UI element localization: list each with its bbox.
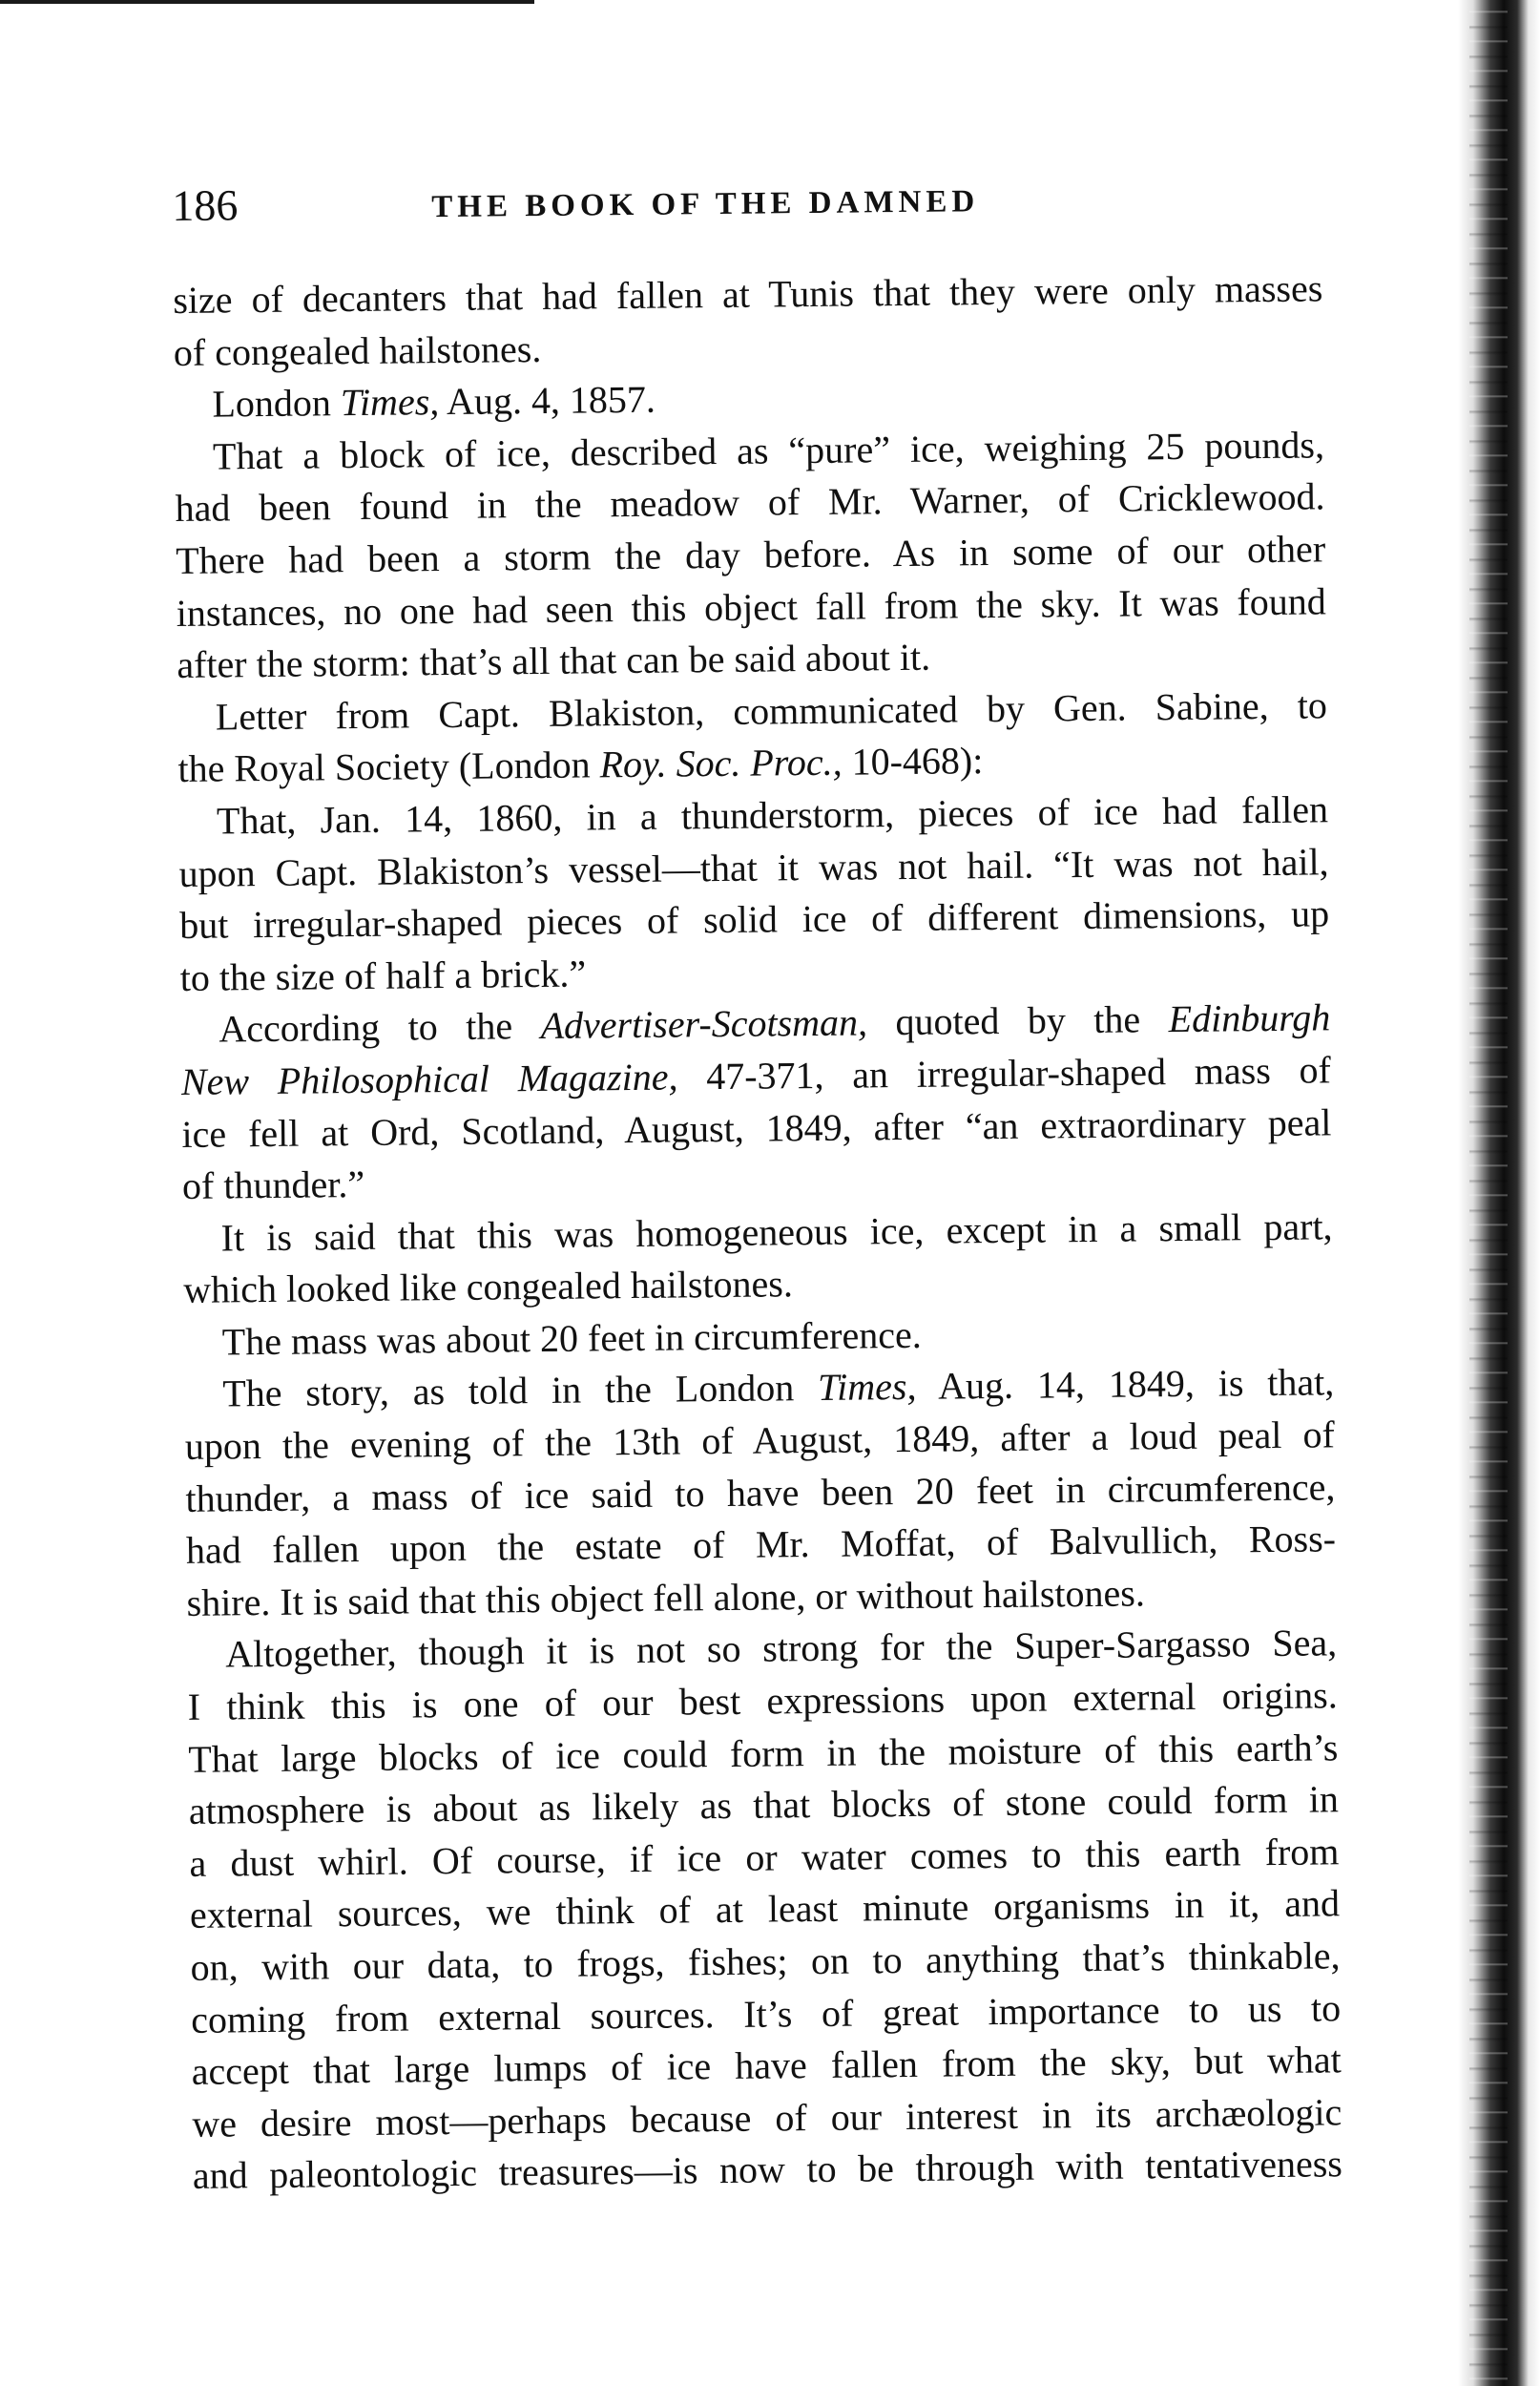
italic-text: Times, bbox=[817, 1365, 917, 1410]
line-text: had fallen upon the estate of Mr. Moffat, of Balvullich, Ross- bbox=[185, 1517, 1337, 1573]
text-block bbox=[173, 262, 1342, 2202]
line-text: London bbox=[212, 381, 342, 426]
line-text: That a block of ice, described as “pure” ice, weighing 25 pounds, bbox=[212, 423, 1325, 478]
book-spine-texture bbox=[1469, 0, 1508, 2386]
line-text: Altogether, though it is not so strong for the Super-Sargasso Sea, bbox=[224, 1621, 1338, 1676]
line-text: had been found in the meadow of Mr. Warner, of Cricklewood. bbox=[175, 474, 1325, 531]
line-text: According to the bbox=[219, 1004, 541, 1051]
line-text: upon Capt. Blakiston’s vessel—that it was not hail. “It was not hail, bbox=[178, 839, 1329, 895]
line-text: Aug. 4, 1857. bbox=[439, 377, 656, 424]
line-text: after the storm: that’s all that can be said about it. bbox=[177, 635, 931, 687]
line-text: instances, no one had seen this object fall from the sky. It was found bbox=[176, 578, 1326, 635]
top-edge-rule bbox=[0, 0, 534, 4]
line-text: but irregular-shaped pieces of solid ice of different dimensions, up bbox=[178, 891, 1330, 948]
page-number: 186 bbox=[172, 180, 239, 230]
line-text: of congealed hailstones. bbox=[173, 326, 542, 374]
italic-text: Advertiser-Scotsman, bbox=[540, 1000, 868, 1048]
line-text: shire. It is said that this object fell alone, or without hailstones. bbox=[186, 1571, 1146, 1624]
line-text: The mass was about 20 feet in circumference. bbox=[221, 1312, 922, 1364]
book-title: THE BOOK OF THE DAMNED bbox=[431, 184, 980, 225]
line-text: which looked like congealed hailstones. bbox=[182, 1262, 794, 1312]
line-text: 10-468): bbox=[842, 739, 984, 785]
line-text: of thunder.” bbox=[181, 1162, 365, 1208]
running-head bbox=[172, 167, 1322, 237]
text-line bbox=[193, 2139, 1343, 2203]
line-text: a dust whirl. Of course, if ice or water comes to this earth from bbox=[189, 1830, 1340, 1885]
italic-text: Times, bbox=[340, 380, 440, 425]
line-text: external sources, we think of at least minute organisms in it, and bbox=[189, 1881, 1341, 1937]
line-text: size of decanters that had fallen at Tunis that they were only masses bbox=[173, 266, 1323, 322]
line-text: coming from external sources. It’s of great importance to us to bbox=[190, 1985, 1342, 2041]
italic-text: Edinburgh bbox=[1168, 995, 1331, 1041]
line-text: thunder, a mass of ice said to have been 20 feet in circumference, bbox=[185, 1464, 1336, 1520]
italic-text: Roy. Soc. Proc., bbox=[599, 741, 843, 786]
line-text: we desire most—perhaps because of our interest in its archæologic bbox=[192, 2090, 1342, 2145]
book-page bbox=[172, 167, 1342, 2202]
line-text: Aug. 14, 1849, is that, bbox=[916, 1360, 1335, 1409]
line-text: I think this is one of our best expressions upon external origins. bbox=[187, 1673, 1338, 1728]
line-text: It is said that this was homogeneous ice, except in a small part, bbox=[220, 1204, 1333, 1260]
line-text: the Royal Society (London bbox=[177, 743, 600, 791]
line-text: There had been a storm the day before. As in some of our other bbox=[175, 527, 1326, 582]
line-text: to the size of half a brick.” bbox=[179, 952, 587, 999]
line-text: on, with our data, to frogs, fishes; on to anything that’s thinkable, bbox=[190, 1934, 1341, 1989]
line-text: atmosphere is about as likely as that blocks of stone could form in bbox=[188, 1777, 1340, 1833]
line-text: That, Jan. 14, 1860, in a thunderstorm, pieces of ice had fallen bbox=[216, 787, 1329, 843]
line-text: and paleontologic treasures—is now to be through with tentativeness bbox=[192, 2142, 1343, 2198]
line-text: Letter from Capt. Blakiston, communicated by Gen. Sabine, to bbox=[215, 683, 1328, 739]
line-text: ice fell at Ord, Scotland, August, 1849, after “an extraordinary peal bbox=[181, 1099, 1332, 1156]
line-text: upon the evening of the 13th of August, 1849, after a loud peal of bbox=[184, 1413, 1336, 1468]
line-text: accept that large lumps of ice have fallen from the sky, but what bbox=[191, 2038, 1342, 2094]
line-text: That large blocks of ice could form in the moisture of this earth’s bbox=[188, 1725, 1339, 1781]
line-text: The story, as told in the London bbox=[222, 1366, 819, 1415]
italic-text: New Philosophical Magazine, bbox=[180, 1055, 678, 1103]
line-text: quoted by the bbox=[866, 997, 1169, 1044]
line-text: 47-371, an irregular-shaped mass of bbox=[677, 1048, 1332, 1099]
